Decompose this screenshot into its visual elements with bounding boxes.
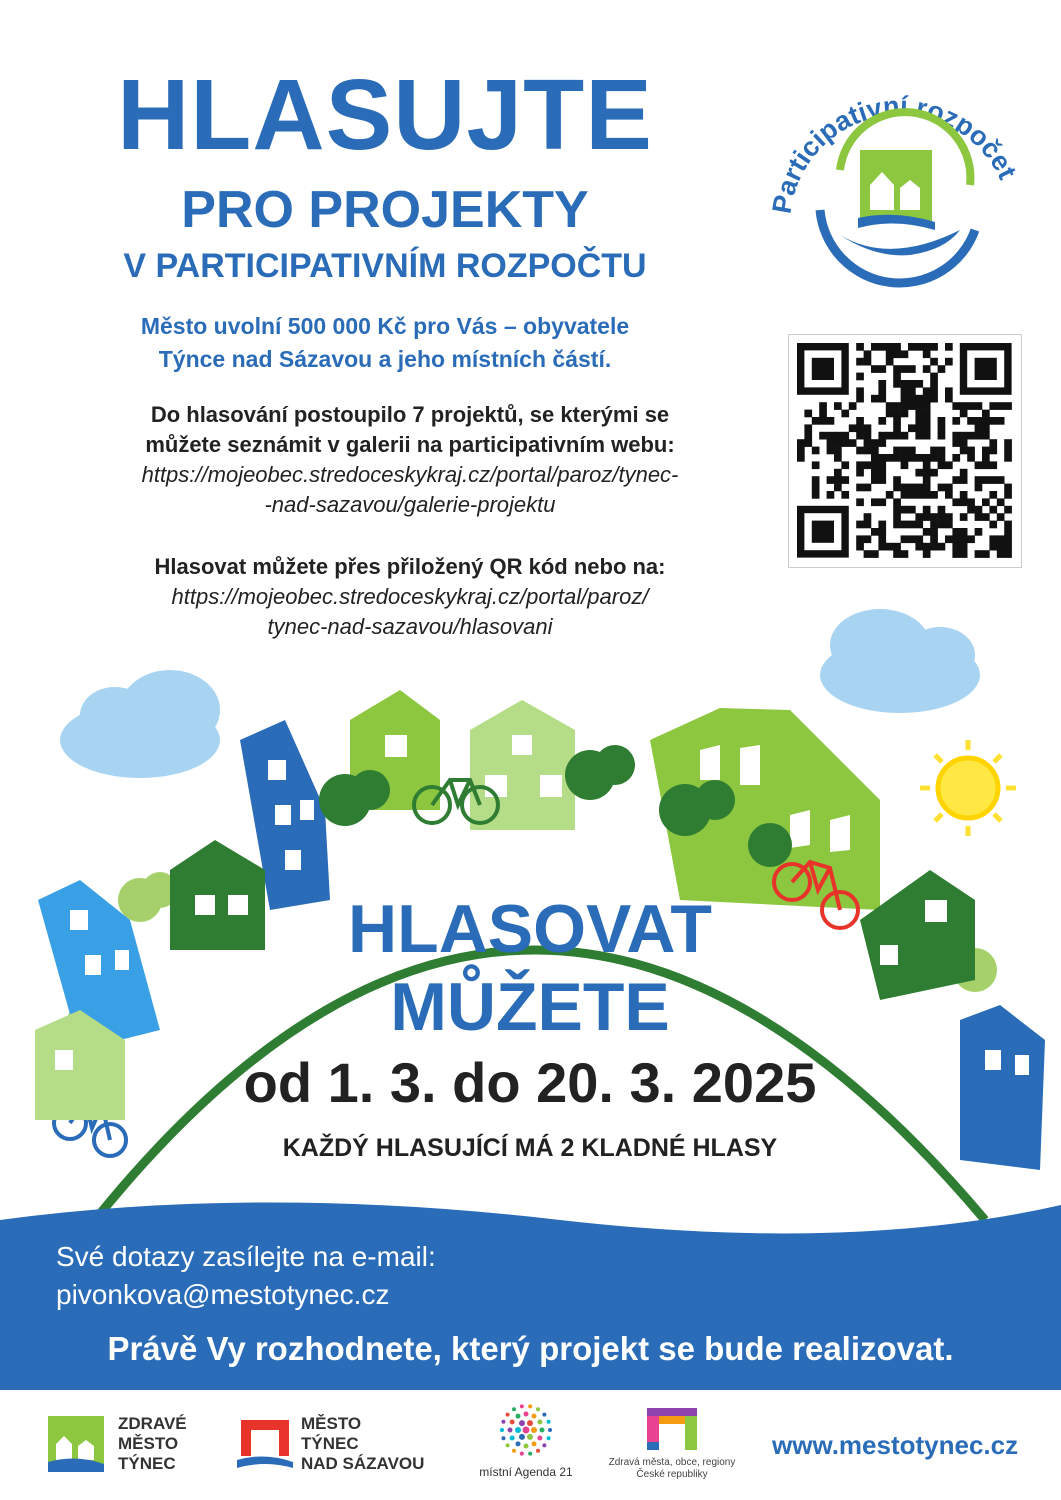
agenda-dot <box>519 1434 525 1440</box>
qr-finder-pattern <box>812 521 834 543</box>
voting-url-2[interactable]: tynec-nad-sazavou/hlasovani <box>267 614 553 639</box>
agenda-dot <box>527 1420 533 1426</box>
contact-email[interactable]: pivonkova@mestotynec.cz <box>56 1279 390 1310</box>
nszm-label-2: České republiky <box>636 1469 708 1480</box>
agenda-dot <box>536 1449 540 1453</box>
vote-heading <box>290 890 770 1046</box>
participativni-rozpocet-logo <box>760 60 1040 310</box>
agenda-dot <box>542 1443 546 1447</box>
agenda-dot <box>523 1427 530 1434</box>
agenda-dot <box>512 1407 516 1411</box>
agenda-dot <box>506 1413 510 1417</box>
nszm-gate-icon <box>643 1402 701 1452</box>
house-blue-right <box>960 1005 1045 1170</box>
mesto-line-2: TÝNEC <box>301 1434 359 1453</box>
agenda-dot <box>519 1420 525 1426</box>
zdrave-line-1: ZDRAVÉ <box>118 1414 187 1433</box>
contact-line-1: Své dotazy zasílejte na e-mail: <box>56 1241 436 1272</box>
intro-text <box>40 310 730 376</box>
logo-arc-text: Participativní rozpočet <box>766 90 1023 216</box>
mesto-tynec-logo <box>237 1414 452 1480</box>
agenda-dot <box>548 1428 552 1432</box>
intro-line-2: Týnce nad Sázavou a jeho místních částí. <box>158 346 612 372</box>
page-title: HLASUJTE <box>117 59 653 171</box>
gallery-url-1[interactable]: https://mojeobec.stredoceskykraj.cz/portal/paroz/tynec- <box>141 462 679 487</box>
qr-code-graphic <box>789 335 1021 567</box>
agenda-dot <box>510 1436 515 1441</box>
zdrave-line-2: MĚSTO <box>118 1434 179 1453</box>
qr-finder-pattern <box>975 358 997 380</box>
mesto-tynec-icon <box>237 1416 293 1476</box>
agenda-dot <box>532 1414 537 1419</box>
agenda-dot <box>500 1428 504 1432</box>
agenda21-label: místní Agenda 21 <box>479 1465 573 1479</box>
agenda21-dots-icon <box>496 1400 556 1460</box>
agenda-dot <box>520 1452 524 1456</box>
zdrave-mesto-logo <box>48 1414 203 1480</box>
zdrave-line-3: TÝNEC <box>118 1454 176 1473</box>
agenda-dot <box>528 1452 532 1456</box>
nszm-logo <box>604 1402 740 1487</box>
agenda-dot <box>524 1444 529 1449</box>
agenda-dot <box>547 1436 551 1440</box>
agenda-dot <box>528 1404 532 1408</box>
agenda-dot <box>536 1407 540 1411</box>
agenda-dot <box>540 1428 545 1433</box>
agenda-dot <box>516 1441 521 1446</box>
agenda-dot <box>537 1436 542 1441</box>
votes-note: KAŽDÝ HLASUJÍCÍ MÁ 2 KLADNÉ HLASY <box>282 1134 778 1162</box>
agenda-dot <box>508 1428 513 1433</box>
agenda-dot <box>510 1420 515 1425</box>
house-darkgreen-left <box>170 840 265 950</box>
agenda-dot <box>524 1412 529 1417</box>
vote-heading-line-2: MŮŽETE <box>390 969 670 1045</box>
house-lightgreen <box>470 700 575 830</box>
cloud-right <box>820 609 980 713</box>
website-link[interactable]: www.mestotynec.cz <box>772 1430 1019 1460</box>
agenda-dot <box>501 1436 505 1440</box>
agenda-dot <box>542 1413 546 1417</box>
agenda-dot <box>520 1404 524 1408</box>
vote-heading-line-1: HLASOVAT <box>348 891 712 967</box>
agenda-dot <box>516 1414 521 1419</box>
voting-url-1[interactable]: https://mojeobec.stredoceskykraj.cz/portal/paroz/ <box>171 584 649 609</box>
agenda-dot <box>547 1420 551 1424</box>
page-subtitle-2: V PARTICIPATIVNÍM ROZPOČTU <box>123 247 647 285</box>
nszm-label-1: Zdravá města, obce, regiony <box>608 1457 736 1468</box>
sun-icon <box>920 740 1016 836</box>
projects-line-1: Do hlasování postoupilo 7 projektů, se kterými se <box>150 402 670 427</box>
agenda21-logo <box>466 1400 586 1485</box>
agenda-dot <box>531 1427 537 1433</box>
intro-line-1: Město uvolní 500 000 Kč pro Vás – obyvatele <box>140 313 630 339</box>
cloud-left <box>60 670 220 778</box>
projects-info <box>40 400 780 520</box>
projects-line-2: můžete seznámit v galerii na participativním webu: <box>145 432 675 457</box>
voting-dates: od 1. 3. do 20. 3. 2025 <box>243 1051 817 1114</box>
voting-line-1: Hlasovat můžete přes přiložený QR kód nebo na: <box>154 554 666 579</box>
agenda-dot <box>515 1427 521 1433</box>
slogan: Právě Vy rozhodnete, který projekt se bude realizovat. <box>107 1330 954 1367</box>
qr-code[interactable] <box>788 334 1022 568</box>
page-subtitle: PRO PROJEKTY <box>181 181 589 239</box>
mesto-line-1: MĚSTO <box>301 1414 362 1433</box>
gallery-url-2[interactable]: -nad-sazavou/galerie-projektu <box>264 492 556 517</box>
agenda-dot <box>527 1434 533 1440</box>
zdrave-mesto-icon <box>48 1416 104 1476</box>
agenda-dot <box>501 1420 505 1424</box>
mesto-line-3: NAD SÁZAVOU <box>301 1454 425 1473</box>
agenda-dot <box>537 1420 542 1425</box>
contact-text <box>56 1238 436 1314</box>
agenda-dot <box>506 1443 510 1447</box>
agenda-dot <box>512 1449 516 1453</box>
qr-finder-pattern <box>812 358 834 380</box>
agenda-dot <box>532 1441 537 1446</box>
